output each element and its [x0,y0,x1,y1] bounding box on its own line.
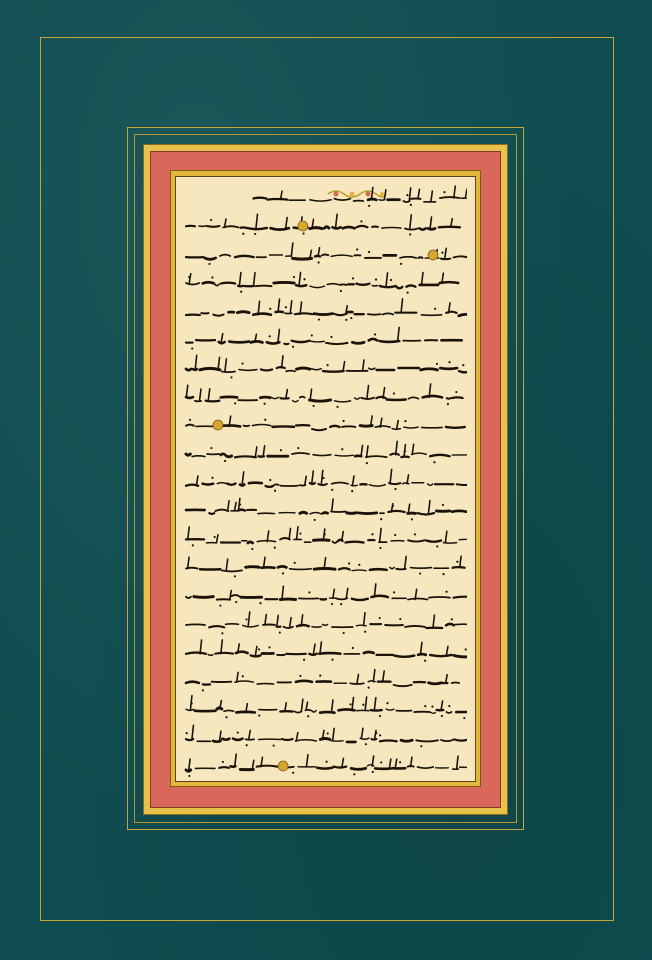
calligraphy-line [184,467,467,497]
calligraphy-line [184,439,467,469]
calligraphy-line [184,495,467,525]
calligraphy-line [184,552,467,582]
calligraphy-line [184,268,467,298]
calligraphy-line [184,524,467,554]
calligraphy-line [184,581,467,611]
calligraphy-line [184,382,467,412]
calligraphy-line [184,723,467,753]
calligraphy-line [184,694,467,724]
calligraphy-line [184,211,467,241]
calligraphy-text-panel [175,176,476,782]
calligraphy-line [184,637,467,667]
calligraphy-line [184,751,467,781]
calligraphy-line [184,297,467,327]
calligraphy-line [184,183,467,213]
calligraphy-line [184,666,467,696]
calligraphy-line [184,609,467,639]
calligraphy-line [184,325,467,355]
calligraphy-line [184,410,467,440]
calligraphy-line [184,240,467,270]
calligraphy-line [184,353,467,383]
